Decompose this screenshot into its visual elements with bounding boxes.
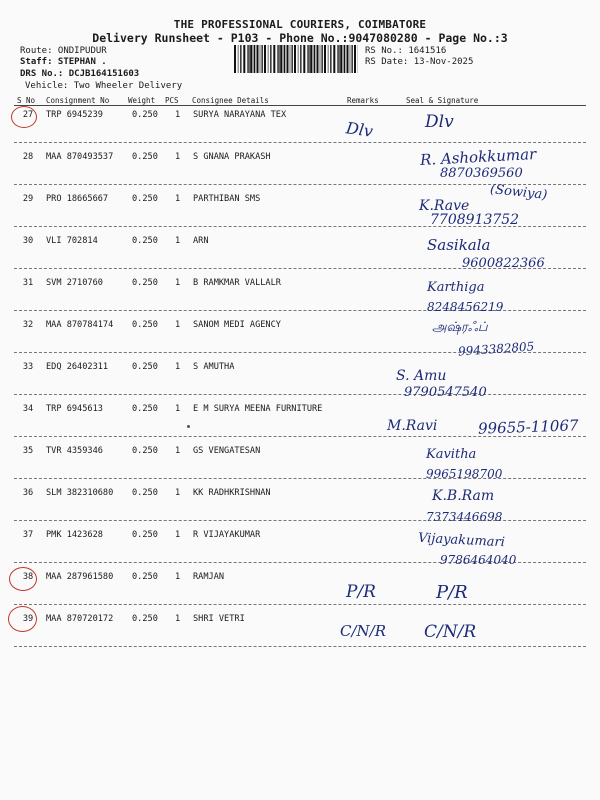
row-pcs: 1	[175, 194, 181, 204]
row-sno: 34	[22, 404, 34, 414]
table-row	[0, 278, 600, 292]
header-rule	[14, 105, 586, 106]
barcode-bar	[278, 45, 279, 73]
barcode-bar	[320, 45, 321, 73]
row-divider	[14, 142, 586, 143]
row-30-receiver-phone: 9600822366	[462, 256, 545, 271]
row-consignee: R VIJAYAKUMAR	[193, 530, 261, 540]
barcode-bar	[273, 45, 275, 73]
row-sno: 28	[22, 152, 34, 162]
row-34-signature: M.Ravi	[387, 418, 438, 434]
row-32-receiver-name: அஷ்ரஃப்	[432, 320, 488, 335]
row-38-remark: P/R	[346, 582, 376, 602]
row-weight: 0.250	[132, 530, 158, 540]
row-weight: 0.250	[132, 278, 158, 288]
row-31-receiver-name: Karthiga	[427, 280, 485, 295]
col-header-weight: Weight	[128, 96, 156, 105]
rs-date: RS Date: 13-Nov-2025	[365, 57, 474, 67]
barcode-bar	[292, 45, 293, 73]
barcode-bar	[280, 45, 282, 73]
row-weight: 0.250	[132, 572, 158, 582]
barcode-bar	[330, 45, 331, 73]
row-27-signature: Dlv	[425, 112, 454, 132]
row-weight: 0.250	[132, 446, 158, 456]
row-sno: 29	[22, 194, 34, 204]
company-title: THE PROFESSIONAL COURIERS, COIMBATORE	[173, 18, 427, 31]
row-consignment-no: TRP 6945613	[46, 404, 103, 414]
row-38-circle-mark	[9, 567, 37, 591]
table-row	[0, 110, 600, 124]
row-36-receiver-name: K.B.Ram	[432, 488, 495, 504]
row-35-receiver-name: Kavitha	[426, 447, 477, 462]
row-consignment-no: SVM 2710760	[46, 278, 103, 288]
barcode-bar	[283, 45, 284, 73]
row-29-signature: K.Rave	[419, 198, 470, 214]
row-consignee: S GNANA PRAKASH	[193, 152, 271, 162]
row-weight: 0.250	[132, 152, 158, 162]
barcode-bar	[254, 45, 255, 73]
row-sno: 38	[22, 572, 34, 582]
row-consignee: ARN	[193, 236, 209, 246]
barcode-bar	[238, 45, 239, 73]
barcode-bar	[290, 45, 291, 73]
row-consignee: SANOM MEDI AGENCY	[193, 320, 281, 330]
table-row	[0, 446, 600, 460]
row-pcs: 1	[175, 362, 181, 372]
row-39-remark: C/N/R	[340, 622, 387, 640]
row-consignee: KK RADHKRISHNAN	[193, 488, 271, 498]
row-weight: 0.250	[132, 362, 158, 372]
col-header-seal: Seal & Signature	[406, 96, 479, 105]
barcode-bar	[248, 45, 249, 73]
barcode-bar	[328, 45, 329, 73]
row-sno: 37	[22, 530, 34, 540]
ink-dot	[187, 425, 190, 428]
row-weight: 0.250	[132, 614, 158, 624]
row-36-receiver-phone: 7373446698	[426, 510, 503, 524]
barcode-bar	[300, 45, 301, 73]
row-pcs: 1	[175, 320, 181, 330]
barcode-bar	[337, 45, 338, 73]
row-weight: 0.250	[132, 236, 158, 246]
barcode-bar	[277, 45, 278, 73]
barcode-bar	[307, 45, 308, 73]
col-header-sno: S No	[17, 96, 36, 105]
barcode-bar	[308, 45, 309, 73]
barcode-bar	[343, 45, 344, 73]
row-consignment-no: MAA 870720172	[46, 614, 114, 624]
vehicle-label: Vehicle: Two Wheeler Delivery	[25, 81, 183, 91]
row-sno: 30	[22, 236, 34, 246]
row-28-receiver-note: (Sowiya)	[489, 182, 548, 203]
row-consignee: SHRI VETRI	[193, 614, 245, 624]
row-consignee: GS VENGATESAN	[193, 446, 261, 456]
row-consignment-no: MAA 870784174	[46, 320, 114, 330]
drs-number: DRS No.: DCJB164151603	[20, 69, 140, 79]
row-sno: 33	[22, 362, 34, 372]
row-pcs: 1	[175, 404, 181, 414]
row-consignment-no: PRO 18665667	[46, 194, 109, 204]
row-divider	[14, 646, 586, 647]
table-row	[0, 614, 600, 628]
col-header-consignee: Consignee Details	[192, 96, 269, 105]
row-29-phone: 7708913752	[430, 212, 520, 228]
row-consignee: S AMUTHA	[193, 362, 235, 372]
barcode-bar	[338, 45, 339, 73]
row-27-remark: Dlv	[344, 118, 375, 141]
row-sno: 39	[22, 614, 34, 624]
row-37-receiver-name: Vijayakumari	[417, 530, 506, 551]
row-39-signature: C/N/R	[424, 622, 477, 642]
barcode-bar	[352, 45, 353, 73]
barcode-bar	[340, 45, 342, 73]
barcode-bar	[253, 45, 254, 73]
barcode-bar	[310, 45, 312, 73]
row-weight: 0.250	[132, 110, 158, 120]
barcode-bar	[284, 45, 285, 73]
row-sno: 27	[22, 110, 34, 120]
row-consignment-no: MAA 287961580	[46, 572, 114, 582]
barcode-bar	[347, 45, 349, 73]
barcode-bar	[234, 45, 236, 73]
barcode-bar	[250, 45, 252, 73]
row-pcs: 1	[175, 278, 181, 288]
row-33-receiver-name: S. Amu	[396, 368, 447, 384]
route-label: Route: ONDIPUDUR	[20, 46, 107, 56]
table-row	[0, 530, 600, 544]
row-consignment-no: VLI 702814	[46, 236, 98, 246]
barcode-bar	[294, 45, 296, 73]
barcode-bar	[322, 45, 323, 73]
barcode-bar	[287, 45, 289, 73]
row-consignee: SURYA NARAYANA TEX	[193, 110, 287, 120]
row-consignment-no: TRP 6945239	[46, 110, 103, 120]
barcode-bar	[264, 45, 266, 73]
barcode-bar	[350, 45, 351, 73]
col-header-remarks: Remarks	[347, 96, 379, 105]
row-divider	[14, 604, 586, 605]
row-consignment-no: SLM 382310680	[46, 488, 114, 498]
rs-number: RS No.: 1641516	[365, 46, 447, 56]
barcode-bar	[298, 45, 299, 73]
row-28-receiver-name: R. Ashokkumar	[419, 144, 537, 170]
barcode-bar	[354, 45, 356, 73]
barcode-image	[234, 45, 358, 73]
row-consignee: RAMJAN	[193, 572, 225, 582]
row-31-receiver-phone: 8248456219	[427, 300, 504, 314]
row-weight: 0.250	[132, 194, 158, 204]
table-row	[0, 572, 600, 586]
row-weight: 0.250	[132, 404, 158, 414]
table-row	[0, 236, 600, 250]
row-consignment-no: MAA 870493537	[46, 152, 114, 162]
row-34-phone: 99655-11067	[477, 416, 579, 438]
row-sno: 36	[22, 488, 34, 498]
row-consignment-no: PMK 1423628	[46, 530, 103, 540]
barcode-bar	[268, 45, 269, 73]
barcode-bar	[314, 45, 315, 73]
row-37-receiver-phone: 9786464040	[440, 553, 517, 567]
row-28-receiver-phone: 8870369560	[440, 166, 523, 181]
barcode-bar	[270, 45, 271, 73]
table-row	[0, 362, 600, 376]
row-weight: 0.250	[132, 488, 158, 498]
row-39-circle-mark	[8, 606, 37, 632]
row-27-circle-mark	[11, 106, 37, 128]
row-33-receiver-phone: 9790547540	[404, 385, 487, 400]
row-38-signature: P/R	[436, 582, 468, 603]
row-pcs: 1	[175, 236, 181, 246]
row-consignee: B RAMKMAR VALLALR	[193, 278, 281, 288]
table-row	[0, 320, 600, 334]
barcode-bar	[317, 45, 319, 73]
row-pcs: 1	[175, 488, 181, 498]
table-row	[0, 488, 600, 502]
row-30-receiver-name: Sasikala	[427, 236, 491, 254]
row-consignee: PARTHIBAN SMS	[193, 194, 261, 204]
col-header-pcs: PCS	[165, 96, 179, 105]
row-consignee: E M SURYA MEENA FURNITURE	[193, 404, 323, 414]
table-row	[0, 404, 600, 418]
row-sno: 31	[22, 278, 34, 288]
barcode-bar	[344, 45, 345, 73]
barcode-bar	[313, 45, 314, 73]
barcode-bar	[243, 45, 245, 73]
row-pcs: 1	[175, 572, 181, 582]
barcode-bar	[257, 45, 259, 73]
row-consignment-no: TVR 4359346	[46, 446, 103, 456]
barcode-bar	[324, 45, 326, 73]
row-consignment-no: EDQ 26402311	[46, 362, 109, 372]
barcode-bar	[260, 45, 261, 73]
barcode-bar	[303, 45, 305, 73]
row-pcs: 1	[175, 614, 181, 624]
row-sno: 35	[22, 446, 34, 456]
staff-label: Staff: STEPHAN .	[20, 57, 107, 67]
barcode-bar	[262, 45, 263, 73]
row-32-receiver-phone: 9943382805	[457, 339, 535, 359]
row-35-receiver-phone: 9965198700	[426, 467, 503, 481]
barcode-bar	[333, 45, 335, 73]
row-weight: 0.250	[132, 320, 158, 330]
row-sno: 32	[22, 320, 34, 330]
row-pcs: 1	[175, 530, 181, 540]
row-pcs: 1	[175, 110, 181, 120]
col-header-consignment: Consignment No	[46, 96, 110, 105]
runsheet-subtitle: Delivery Runsheet - P103 - Phone No.:9047080280 - Page No.:3	[92, 31, 508, 45]
row-pcs: 1	[175, 446, 181, 456]
row-divider	[14, 394, 586, 395]
barcode-bar	[247, 45, 248, 73]
row-pcs: 1	[175, 152, 181, 162]
barcode-bar	[240, 45, 241, 73]
